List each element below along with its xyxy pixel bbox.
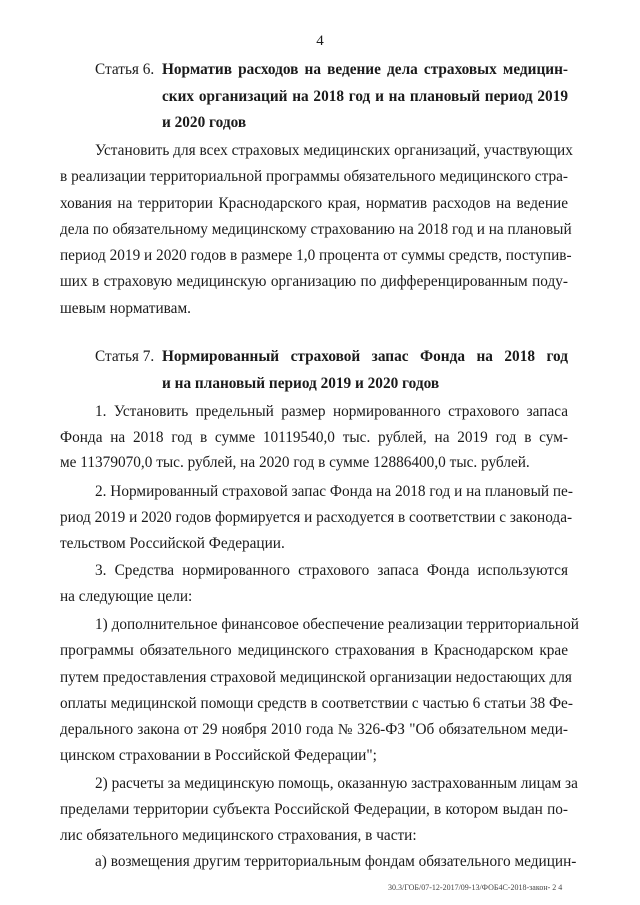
article-7-title-line-1: Нормированный страховой запас Фонда на 2018 год (162, 347, 568, 365)
article-7-body-line-10: программы обязательного медицинского страхования в Краснодарском крае (60, 642, 568, 660)
article-7-body-line-3: ме 11379070,0 тыс. рублей, на 2020 год в сумме 12886400,0 тыс. рублей. (60, 453, 530, 471)
article-7-body-line-17: лис обязательного медицинского страхования, в части: (60, 827, 417, 844)
article-6-title-line-2: ских организаций на 2018 год и на плановый период 2019 (162, 87, 568, 105)
article-6-body-line-2: в реализации территориальной программы обязательного медицинского стра- (60, 167, 568, 185)
article-7-body-line-7: 3. Средства нормированного страхового запаса Фонда используются (95, 562, 568, 580)
article-7-body-line-18: а) возмещения другим территориальным фондам обязательного медицин- (95, 853, 577, 870)
article-6-title-line-1: Норматив расходов на ведение дела страховых медицин- (162, 61, 568, 78)
article-7-body-line-9: 1) дополнительное финансовое обеспечение реализации территориальной (95, 616, 579, 634)
article-7-body-line-4: 2. Нормированный страховой запас Фонда на 2018 год и на плановый пе- (95, 482, 573, 500)
article-7-body-line-13: дерального закона от 29 ноября 2010 года № 326-ФЗ "Об обязательном меди- (60, 721, 568, 739)
article-7-body-line-8: на следующие цели: (60, 588, 193, 606)
article-6-title-line-3: и 2020 годов (162, 113, 247, 131)
article-7-body-line-2: Фонда на 2018 год в сумме 10119540,0 тыс. рублей, на 2019 год в сум- (60, 428, 568, 446)
article-7-body-line-14: цинском страховании в Российской Федерации"; (60, 747, 377, 765)
article-7-label: Статья 7. (95, 347, 155, 365)
article-6-body-line-1: Установить для всех страховых медицинских организаций, участвующих (95, 141, 573, 159)
article-6-body-line-7: шевым нормативам. (60, 299, 191, 317)
document-footer-code: 30.3/ГОБ/07-12-2017/09-13/ФОБ4С-2018-закон- 2 4 (388, 883, 563, 892)
article-6-body-line-5: период 2019 и 2020 годов в размере 1,0 процента от суммы средств, поступив- (60, 246, 572, 264)
article-6-body-line-6: ших в страховую медицинскую организацию по дифференцированным поду- (60, 272, 568, 290)
article-6-body-line-3: хования на территории Краснодарского края, норматив расходов на ведение (60, 194, 568, 212)
article-7-body-line-11: путем предоставления страховой медицинской организации недостающих для (60, 669, 572, 687)
article-7-body-line-12: оплаты медицинской помощи средств в соответствии с частью 6 статьи 38 Фе- (60, 695, 573, 713)
article-7-body-line-6: тельством Российской Федерации. (60, 534, 285, 552)
article-7-body-line-5: риод 2019 и 2020 годов формируется и расходуется в соответствии с законода- (60, 508, 573, 526)
article-6-body-line-4: дела по обязательному медицинскому страхованию на 2018 год и на плановый (60, 220, 572, 238)
article-6-label: Статья 6. (95, 61, 155, 78)
page-number: 4 (316, 33, 324, 49)
article-7-body-line-1: 1. Установить предельный размер нормированного страхового запаса (95, 402, 568, 420)
article-7-title-line-2: и на плановый период 2019 и 2020 годов (162, 374, 440, 392)
article-7-body-line-15: 2) расчеты за медицинскую помощь, оказанную застрахованным лицам за (95, 775, 578, 792)
article-7-body-line-16: пределами территории субъекта Российской Федерации, в котором выдан по- (60, 801, 568, 818)
